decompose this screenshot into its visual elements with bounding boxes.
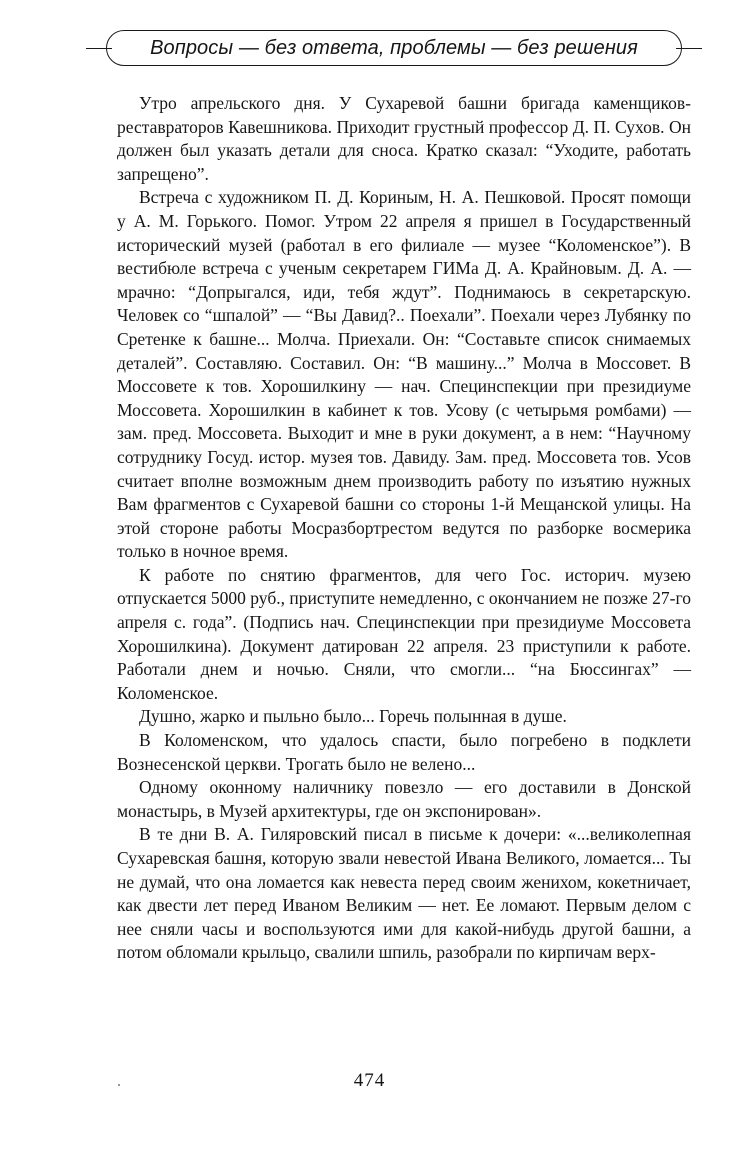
- paragraph-3: К работе по снятию фрагментов, для чего Гос. историч. музею отпускается 5000 руб., приступите немедленно, с окончанием не позже 27-го апреля с. года”. (Подпись нач. Специнспекции при президиуме Моссовета Хорошилкина). Документ датирован 22 апреля. 23 приступили к работе. Работали днем и ночью. Сняли, что смогли... “на Бюссингах” — Коломенское.: [117, 564, 691, 703]
- paragraph-5: В Коломенском, что удалось спасти, было погребено в подклети Вознесенской церкви. Трогать было не велено...: [117, 730, 691, 774]
- paragraph-4: Душно, жарко и пыльно было... Горечь полынная в душе.: [139, 706, 567, 727]
- running-header: [86, 30, 702, 68]
- running-header-title: Вопросы — без ответа, проблемы — без решения: [150, 36, 638, 59]
- page-number: 474: [353, 1070, 386, 1091]
- paragraph-1: Утро апрельского дня. У Сухаревой башни бригада каменщиков-реставраторов Кавешникова. Приходит грустный профессор Д. П. Сухов. Он должен был указать детали для сноса. Кратко сказал: “Уходите, работать запрещено”.: [117, 93, 691, 184]
- paragraph-6: Одному оконному наличнику повезло — его доставили в Донской монастырь, в Музей архитектуры, где он экспонирован».: [117, 777, 691, 821]
- body-text: [117, 92, 691, 965]
- paragraph-2: Встреча с художником П. Д. Кориным, Н. А. Пешковой. Просят помощи у А. М. Горького. Помог. Утром 22 апреля я пришел в Государственный исторический музей (работал в его филиале — музее “Коломенское”). В вестибюле встреча с ученым секретарем ГИМа Д. А. Крайновым. Д. А. — мрачно: “Допрыгался, иди, тебя ждут”. Поднимаюсь в секретарскую. Человек со “шпалой” — “Вы Давид?.. Поехали”. Поехали через Лубянку по Сретенке к башне... Молча. Приехали. Он: “Составьте список снимаемых деталей”. Составляю. Составил. Он: “В машину...” Молча в Моссовет. В Моссовете к тов. Хорошилкину — нач. Специнспекции при президиуме Моссовета. Хорошилкин в кабинет к тов. Усову (с четырьмя ромбами) — зам. пред. Моссовета. Выходит и мне в руки документ, а в нем: “Научному сотруднику Госуд. истор. музея тов. Давиду. Зам. пред. Моссовета тов. Усов считает вполне возможным днем производить работу по изъятию нужных Вам фрагментов с Сухаревой башни со стороны 1-й Мещанской улицы. На этой стороне работы Мосразбортрестом ведутся по разборке восмерика только в ночное время.: [117, 187, 691, 562]
- header-rule-right: [676, 48, 702, 49]
- paragraph-7: В те дни В. А. Гиляровский писал в письме к дочери: «...великолепная Сухаревская башня, которую звали невестой Ивана Великого, ломается... Ты не думай, что она ломается как невеста перед своим женихом, кокетничает, как двести лет перед Иваном Великим — нет. Ее ломают. Первым делом с нее сняли часы и воспользуются ими для какой-нибудь другой башни, а потом обломали крыльцо, свалили шпиль, разобрали по кирпичам верх-: [117, 824, 691, 963]
- header-frame: [106, 30, 682, 66]
